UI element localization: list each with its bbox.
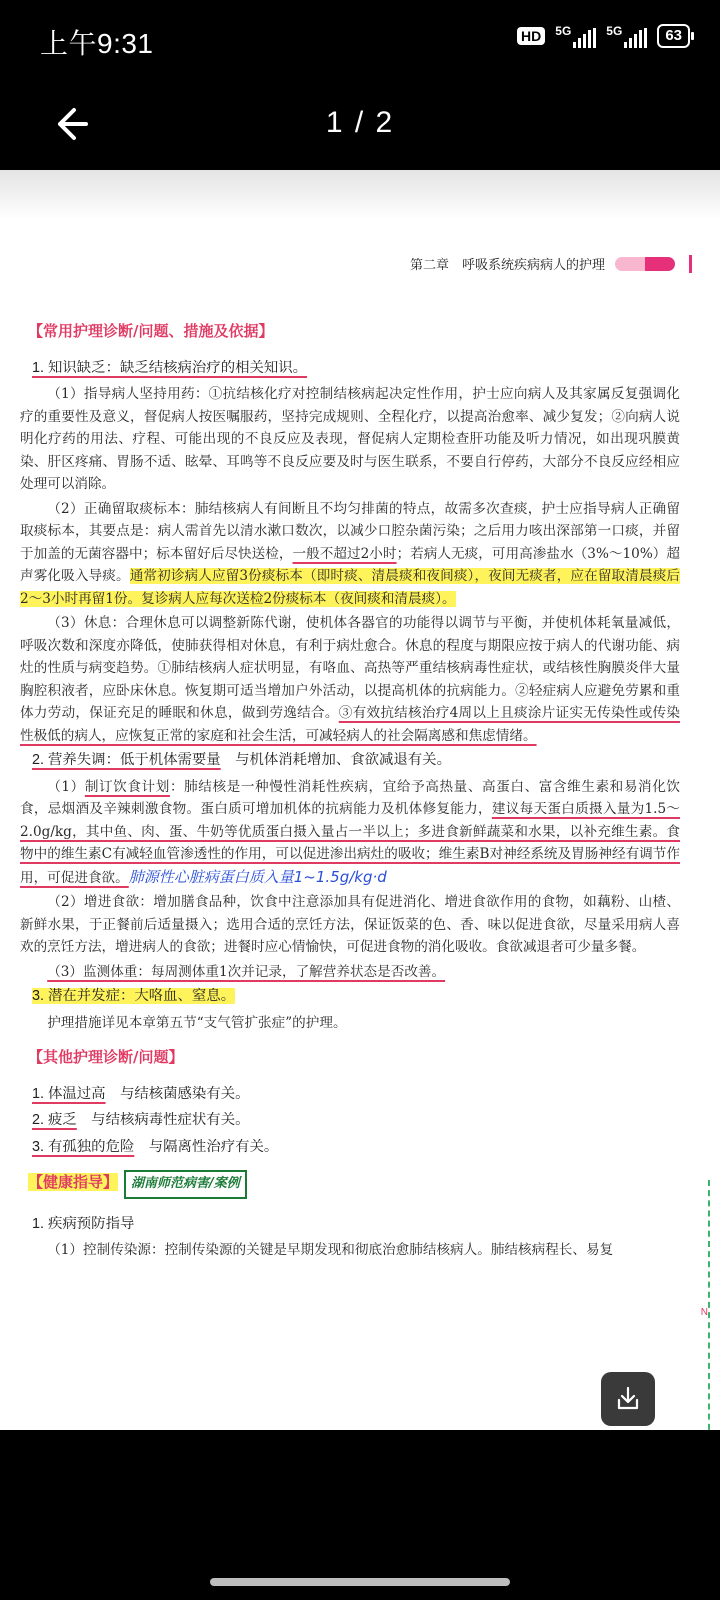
list-item: 2. 疲乏 与结核病毒性症状有关。: [32, 1112, 250, 1128]
subheading: 1. 疾病预防指导: [32, 1215, 135, 1232]
document-content: 【常用护理诊断/问题、措施及依据】 1. 知识缺乏：缺乏结核病治疗的相关知识。 （1）指导病人坚持用药：①抗结核化疗对控制结核病起决定性作用，护士应向病人及其家属反复强调化疗的重要性及意义，督促病人按医嘱服药，坚持完成规则、全程化疗，以提高治愈率、减少复发；②向病人说明化疗药的用法、疗程、可能出现的不良反应及表现，督促病人定期检查肝功能及听力情况，如出现巩膜黄染、肝区疼痛、胃肠不适、眩晕、耳鸣等不良反应要及时与医生联系，不要自行停药，大部分不良反应经相应处理可以消除。 （2）正确留取痰标本：肺结核病人有间断且不均匀排菌的特点，故需多次查痰，护士应指导病人正确留取痰标本，其要点是：病人需首先以清水漱口数次，以减少口腔杂菌污染；之后用力咳出深部第一口痰，并留于加盖的无菌容器中；标本留好后尽快送检，一般不超过2小时；若病人无痰，可用高渗盐水（3%～10%）超声雾化吸入导痰。通常初诊病人应留3份痰标本（即时痰、清晨痰和夜间痰），夜间无痰者，应在留取清晨痰后2～3小时再留1份。复诊病人应每次送检2份痰标本（夜间痰和清晨痰）。 （3）休息：合理休息可以调整新陈代谢，使机体各器官的功能得以调节与平衡，并使机体耗氧量减低，呼吸次数和深度亦降低，使肺获得相对休息，有利于病灶愈合。休息的程度与期限应按于病人的代谢功能、病灶的性质与病变趋势。①肺结核病人症状明显，有咯血、高热等严重结核病毒性症状，或结核性胸膜炎伴大量胸腔积液者，应卧床休息。恢复期可适当增加户外活动，以提高机体的抗病能力。②轻症病人应避免劳累和重体力劳动，保证充足的睡眠和休息，做到劳逸结合。③有效抗结核治疗4周以上且痰涂片证实无传染性或传染性极低的病人，应恢复正常的家庭和社会生活，可减轻病人的社会隔离感和焦虑情绪。 2. 营养失调：低于机体需要量 与机体消耗增加、食欲减退有关。 （1）制订饮食计划：肺结核是一种慢性消耗性疾病，宜给予高热量、高蛋白、富含维生素和易消化饮食，忌烟酒及辛辣刺激食物。蛋白质可增加机体的抗病能力及机体修复能力，建议每天蛋白质摄入量为1.5～2.0g/kg，其中鱼、肉、蛋、牛奶等优质蛋白摄入量占一半以上；多进食新鲜蔬菜和水果，以补充维生素。食物中的维生素C有减轻血管渗透性的作用，可以促进渗出病灶的吸收；维生素B对神经系统及胃肠神经有调节作用，可促进食欲。肺源性心脏病蛋白质入量1~1.5g/kg·d （2）增进食欲：增加膳食品种，饮食中注意添加具有促进消化、增进食欲作用的食物，如藕粉、山楂、新鲜水果，于正餐前后适量摄入；选用合适的烹饪方法，保证饭菜的色、香、味以促进食欲，尽量采用病人喜欢的烹饪方法，增进病人的食欲；进餐时应心情愉快，可促进食物的消化吸收。食欲减退者可少量多餐。 （3）监测体重：每周测体重1次并记录，了解营养状态是否改善。 3. 潜在并发症：大咯血、窒息。 护理措施详见本章第五节“支气管扩张症”的护理。 【其他护理诊断/问题】 1. 体温过高 与结核菌感染有关。 2. 疲乏 与结核病毒性症状有关。 3. 有孤独的危险 与隔离性治疗有关。 【健康指导】 湖南师范病害/案例 1. 疾病预防指导 （1）控制传染源：控制传染源的关键是早期发现和彻底治愈肺结核病人。肺结核病程长、易复: [20, 320, 680, 1262]
home-indicator[interactable]: [210, 1578, 510, 1586]
handwritten-note: 肺源性心脏病蛋白质入量1~1.5g/kg·d: [128, 867, 387, 886]
download-icon: [613, 1384, 643, 1414]
paragraph: （1）控制传染源：控制传染源的关键是早期发现和彻底治愈肺结核病人。肺结核病程长、易复: [47, 1242, 614, 1258]
status-bar: [0, 0, 720, 80]
paragraph: （1）制订饮食计划：肺结核是一种慢性消耗性疾病，宜给予高热量、高蛋白、富含维生素和易消化饮食，忌烟酒及辛辣刺激食物。蛋白质可增加机体的抗病能力及机体修复能力，建议每天蛋白质摄入量为1.5～2.0g/kg，其中鱼、肉、蛋、牛奶等优质蛋白摄入量占一半以上；多进食新鲜蔬菜和水果，以补充维生素。食物中的维生素C有减轻血管渗透性的作用，可以促进渗出病灶的吸收；维生素B对神经系统及胃肠神经有调节作用，可促进食欲。肺源性心脏病蛋白质入量1~1.5g/kg·d: [20, 778, 681, 886]
document-page[interactable]: [0, 170, 720, 1430]
handwritten-box: 湖南师范病害/案例: [124, 1170, 247, 1199]
page-indicator: 1 / 2: [325, 106, 395, 139]
paragraph: 护理措施详见本章第五节“支气管扩张症”的护理。: [47, 1014, 347, 1031]
download-button[interactable]: [601, 1372, 655, 1426]
hd-voice-icon: HD: [517, 27, 545, 45]
section-title-health: 【健康指导】 湖南师范病害/案例: [28, 1170, 680, 1199]
side-dashed-mark: [708, 1180, 710, 1430]
status-time: 上午9:31: [40, 28, 154, 59]
signal-icon: 5G: [555, 24, 596, 48]
list-item: 3. 有孤独的危险 与隔离性治疗有关。: [32, 1138, 279, 1155]
paragraph: （2）正确留取痰标本：肺结核病人有间断且不均匀排菌的特点，故需多次查痰，护士应指导病人正确留取痰标本，其要点是：病人需首先以清水漱口数次，以减少口腔杂菌污染；之后用力咳出深部第一口痰，并留于加盖的无菌容器中；标本留好后尽快送检，一般不超过2小时；若病人无痰，可用高渗盐水（3%～10%）超声雾化吸入导痰。通常初诊病人应留3份痰标本（即时痰、清晨痰和夜间痰），夜间无痰者，应在留取清晨痰后2～3小时再留1份。复诊病人应每次送检2份痰标本（夜间痰和清晨痰）。: [20, 500, 680, 607]
paragraph: （2）增进食欲：增加膳食品种，饮食中注意添加具有促进消化、增进食欲作用的食物，如藕粉、山楂、新鲜水果，于正餐前后适量摄入；选用合适的烹饪方法，保证饭菜的色、香、味以促进食欲，尽量采用病人喜欢的烹饪方法，增进病人的食欲；进餐时应心情愉快，可促进食物的消化吸收。食欲减退者可少量多餐。: [20, 894, 680, 955]
section-title-diagnosis: 【常用护理诊断/问题、措施及依据】: [28, 322, 274, 340]
battery-icon: 63: [657, 24, 690, 48]
list-item: 1. 体温过高 与结核菌感染有关。: [32, 1085, 250, 1102]
chapter-decoration: [615, 257, 675, 271]
top-nav: [0, 80, 720, 170]
chapter-header: 第二章 呼吸系统疾病病人的护理: [410, 254, 692, 273]
item3-title: 3. 潜在并发症：大咯血、窒息。: [32, 988, 236, 1004]
paragraph: （1）指导病人坚持用药：①抗结核化疗对控制结核病起决定性作用，护士应向病人及其家属反复强调化疗的重要性及意义，督促病人按医嘱服药，坚持完成规则、全程化疗，以提高治愈率、减少复发；②向病人说明化疗药的用法、疗程、可能出现的不良反应及表现，督促病人定期检查肝功能及听力情况，如出现巩膜黄染、肝区疼痛、胃肠不适、眩晕、耳鸣等不良反应要及时与医生联系，不要自行停药，大部分不良反应经相应处理可以消除。: [20, 386, 680, 492]
status-icons: [517, 24, 690, 48]
section-title-other: 【其他护理诊断/问题】: [28, 1048, 184, 1066]
item2-title: 2. 营养失调：低于机体需要量: [32, 752, 221, 768]
signal-icon-2: 5G: [606, 24, 647, 48]
highlight: 通常初诊病人应留3份痰标本（即时痰、清晨痰和夜间痰），夜间无痰者，应在留取清晨痰后2～3小时再留1份。复诊病人应每次送检2份痰标本（夜间痰和清晨痰）。: [20, 568, 680, 607]
side-note-mark: N: [700, 1307, 708, 1318]
item1-title: 1. 知识缺乏：缺乏结核病治疗的相关知识。: [32, 359, 308, 376]
paragraph: （3）休息：合理休息可以调整新陈代谢，使机体各器官的功能得以调节与平衡，并使机体耗氧量减低，呼吸次数和深度亦降低，使肺获得相对休息，有利于病灶愈合。休息的程度与期限应按于病人的代谢功能、病灶的性质与病变趋势。①肺结核病人症状明显，有咯血、高热等严重结核病毒性症状，或结核性胸膜炎伴大量胸腔积液者，应卧床休息。恢复期可适当增加户外活动，以提高机体的抗病能力。②轻症病人应避免劳累和重体力劳动，保证充足的睡眠和休息，做到劳逸结合。③有效抗结核治疗4周以上且痰涂片证实无传染性或传染性极低的病人，应恢复正常的家庭和社会生活，可减轻病人的社会隔离感和焦虑情绪。: [20, 615, 680, 744]
bottom-bar: [0, 1430, 720, 1600]
paragraph: （3）监测体重：每周测体重1次并记录，了解营养状态是否改善。: [47, 963, 446, 980]
